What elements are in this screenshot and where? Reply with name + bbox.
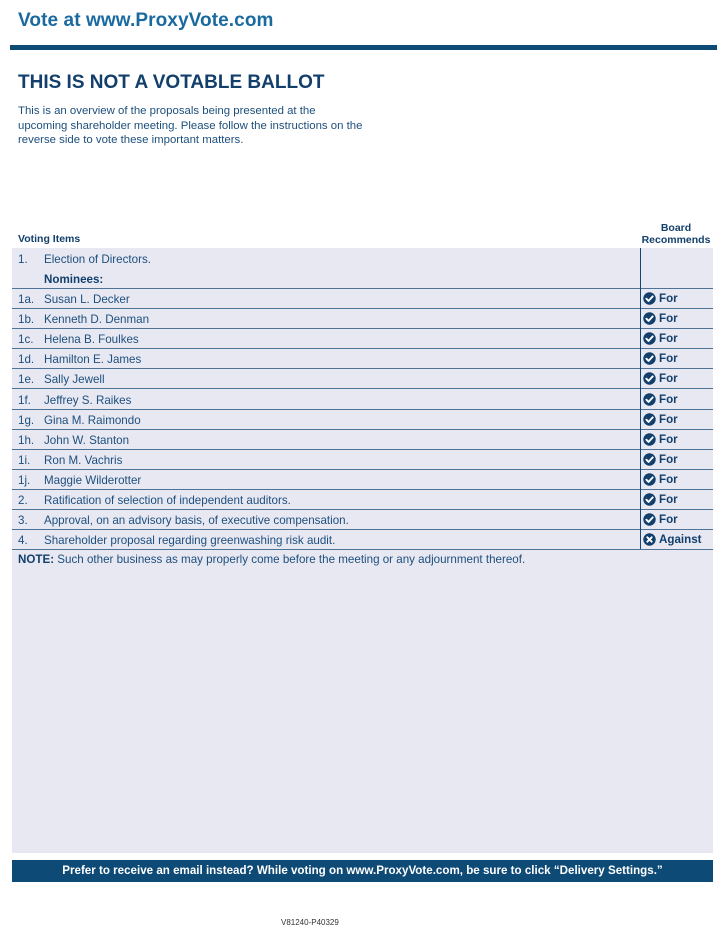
item-text: Maggie Wilderotter xyxy=(44,473,142,487)
item-number: 2. xyxy=(18,493,28,507)
voting-item-row xyxy=(12,410,713,430)
recommendation-label: Against xyxy=(659,533,702,546)
voting-item-row xyxy=(12,329,713,349)
recommendation-label: For xyxy=(659,292,678,306)
board-recommends-header xyxy=(639,222,713,246)
voting-items-header: Voting Items xyxy=(18,233,81,245)
check-circle-icon xyxy=(643,513,659,526)
board-recommendation xyxy=(643,473,678,486)
intro-paragraph: This is an overview of the proposals being presented at the upcoming shareholder meeting. Please follow the instructions on the reverse side to vote these important matters. xyxy=(18,105,363,146)
recommendation-label: For xyxy=(659,332,678,346)
note-text: Such other business as may properly come before the meeting or any adjournment thereof. xyxy=(54,553,526,566)
recommendation-label: For xyxy=(659,432,678,446)
board-recommendation xyxy=(643,493,678,506)
voting-item-row xyxy=(12,289,713,309)
document-code: V81240-P40329 xyxy=(281,918,339,927)
voting-item-row xyxy=(12,309,713,329)
recommendation-label: For xyxy=(659,492,678,506)
item-text: Susan L. Decker xyxy=(44,293,130,307)
voting-item-row xyxy=(12,510,713,530)
header-divider xyxy=(10,45,717,50)
item-text: Shareholder proposal regarding greenwashing risk audit. xyxy=(44,534,336,547)
board-recommendation xyxy=(643,453,678,466)
board-recommendation xyxy=(643,312,678,325)
item-number: 1j. xyxy=(18,473,31,487)
board-recommendation xyxy=(643,292,678,305)
item-number: 4. xyxy=(18,534,28,547)
board-recommendation xyxy=(643,372,678,385)
item-text: Hamilton E. James xyxy=(44,353,142,367)
recommendation-label: For xyxy=(659,472,678,486)
board-recommends-line2: Recommends xyxy=(641,234,711,246)
voting-item-row xyxy=(12,269,713,289)
check-circle-icon xyxy=(643,372,659,385)
proxyvote-url-heading: Vote at www.ProxyVote.com xyxy=(18,10,274,31)
note-line xyxy=(18,553,525,566)
check-circle-icon xyxy=(643,413,659,426)
board-recommendation xyxy=(643,352,678,365)
check-circle-icon xyxy=(643,352,659,365)
check-circle-icon xyxy=(643,312,659,325)
check-circle-icon xyxy=(643,493,659,506)
voting-item-row xyxy=(12,450,713,470)
board-recommendation xyxy=(643,413,678,426)
board-recommendation xyxy=(643,332,678,345)
x-circle-icon xyxy=(643,533,659,546)
item-text: Election of Directors. xyxy=(44,253,151,266)
item-number: 1. xyxy=(18,253,28,266)
check-circle-icon xyxy=(643,473,659,486)
check-circle-icon xyxy=(643,393,659,406)
board-recommendation xyxy=(643,433,678,446)
voting-item-row xyxy=(12,249,713,269)
item-number: 1g. xyxy=(18,413,35,427)
recommendation-column-divider xyxy=(640,248,641,549)
recommendation-label: For xyxy=(659,412,678,426)
voting-item-row xyxy=(12,349,713,369)
voting-item-row xyxy=(12,430,713,450)
item-text: Sally Jewell xyxy=(44,373,105,387)
item-text: Helena B. Foulkes xyxy=(44,333,139,347)
item-text: Gina M. Raimondo xyxy=(44,413,141,427)
item-number: 1h. xyxy=(18,433,35,447)
recommendation-label: For xyxy=(659,312,678,326)
board-recommendation xyxy=(643,393,678,406)
voting-item-row xyxy=(12,490,713,510)
check-circle-icon xyxy=(643,453,659,466)
item-number: 1f. xyxy=(18,393,31,407)
voting-item-row xyxy=(12,470,713,490)
check-circle-icon xyxy=(643,433,659,446)
voting-item-row xyxy=(12,530,713,550)
item-text: Ron M. Vachris xyxy=(44,453,123,467)
nominees-label: Nominees: xyxy=(44,273,104,287)
board-recommendation xyxy=(643,533,702,546)
item-text: John W. Stanton xyxy=(44,433,130,447)
page-title: THIS IS NOT A VOTABLE BALLOT xyxy=(18,72,325,93)
recommendation-label: For xyxy=(659,352,678,366)
recommendation-label: For xyxy=(659,452,678,466)
board-recommendation xyxy=(643,513,678,526)
item-number: 1e. xyxy=(18,373,35,387)
delivery-settings-banner: Prefer to receive an email instead? While voting on www.ProxyVote.com, be sure to click “Delivery Settings.” xyxy=(12,860,713,882)
item-number: 1b. xyxy=(18,313,35,327)
voting-item-row xyxy=(12,390,713,410)
board-recommends-line1: Board xyxy=(660,222,692,234)
item-text: Kenneth D. Denman xyxy=(44,313,150,327)
item-number: 1a. xyxy=(18,293,35,307)
check-circle-icon xyxy=(643,332,659,345)
item-number: 1i. xyxy=(18,453,31,467)
recommendation-label: For xyxy=(659,392,678,406)
item-number: 1d. xyxy=(18,353,35,367)
item-text: Approval, on an advisory basis, of executive compensation. xyxy=(44,513,349,527)
voting-item-row xyxy=(12,369,713,389)
recommendation-label: For xyxy=(659,372,678,386)
recommendation-label: For xyxy=(659,512,678,526)
item-number: 3. xyxy=(18,513,28,527)
note-label: NOTE: xyxy=(18,553,55,566)
check-circle-icon xyxy=(643,292,659,305)
item-number: 1c. xyxy=(18,333,34,347)
item-text: Ratification of selection of independent auditors. xyxy=(44,493,291,507)
item-text: Jeffrey S. Raikes xyxy=(44,393,132,407)
